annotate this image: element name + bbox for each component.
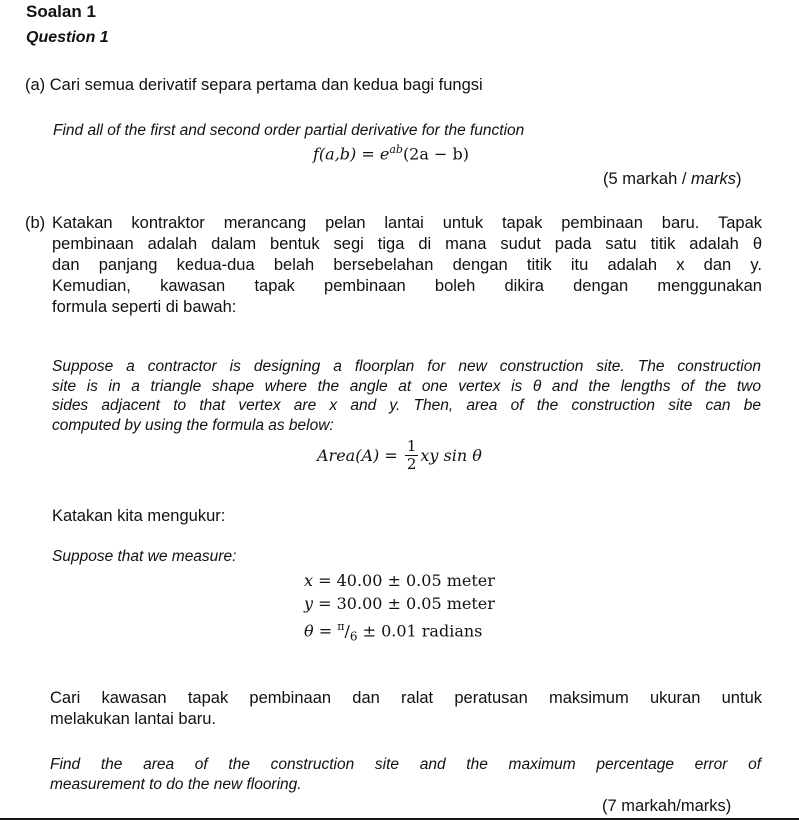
measurement-theta — [304, 615, 495, 649]
formula-rest: (2a − b) — [402, 144, 469, 164]
part-b-english-line: sides adjacent to that vertex are x and y. Then, area of the construction site can be — [52, 397, 761, 414]
part-b-malay — [52, 213, 762, 318]
measurement-value: = 40.00 ± 0.05 meter — [313, 571, 495, 590]
final-malay-line: Cari kawasan tapak pembinaan dan ralat peratusan maksimum ukuran untuk — [50, 689, 762, 707]
question-title: Soalan 1 — [26, 2, 96, 21]
area-fraction — [405, 438, 419, 473]
measurement-var: x — [304, 571, 314, 590]
part-b-malay-line: Kemudian, kawasan tapak pembinaan boleh dikira dengan menggunakan — [52, 277, 762, 295]
part-b-malay-line: dan panjang kedua-dua belah bersebelahan dengan titik itu adalah x dan y. — [52, 256, 762, 274]
part-b-malay-line: formula seperti di bawah: — [52, 298, 237, 316]
part-b-english-line: computed by using the formula as below: — [52, 416, 334, 434]
formula-lhs: f(a,b) — [313, 144, 357, 164]
final-english — [50, 755, 761, 794]
part-b-marks: (7 markah/marks) — [602, 797, 732, 815]
measurement-y — [304, 592, 495, 615]
part-b-english — [52, 357, 761, 435]
measurement-var: θ — [304, 621, 314, 641]
final-malay — [50, 688, 762, 730]
part-a-marks-suffix: ) — [735, 170, 742, 188]
formula-exponent: ab — [389, 143, 403, 156]
part-a-formula — [313, 143, 469, 163]
part-a-malay: (a) Cari semua derivatif separa pertama dan kedua bagi fungsi — [25, 76, 483, 94]
area-rhs: xy sin θ — [420, 446, 482, 465]
part-a-english: Find all of the first and second order partial derivative for the function — [53, 122, 525, 139]
measurement-value: = 30.00 ± 0.05 meter — [313, 594, 495, 613]
measurement-slash: / — [344, 621, 350, 641]
measurement-rest: ± 0.01 radians — [357, 621, 483, 641]
measure-malay: Katakan kita mengukur: — [52, 507, 226, 525]
area-fraction-numerator: 1 — [406, 437, 417, 455]
area-fraction-denominator: 2 — [406, 455, 417, 473]
formula-base: e — [379, 144, 390, 164]
measure-english: Suppose that we measure: — [52, 548, 237, 565]
measurement-eq: = — [313, 621, 338, 641]
area-lhs: Area(A) = — [317, 446, 403, 465]
part-b-label: (b) — [25, 214, 46, 232]
part-b-english-line: Suppose a contractor is designing a floorplan for new construction site. The construction — [52, 358, 761, 375]
measurements-list — [304, 569, 495, 649]
question-subtitle: Question 1 — [26, 29, 109, 46]
part-b-malay-line: pembinaan adalah dalam bentuk segi tiga di mana sudut pada satu titik adalah θ — [52, 235, 762, 253]
part-a-marks-prefix: (5 markah / — [603, 170, 692, 188]
formula-eq: = — [356, 144, 380, 164]
part-a-marks — [603, 169, 741, 190]
measurement-var: y — [304, 594, 314, 613]
measurement-pi: π — [337, 620, 345, 633]
part-b-malay-line: Katakan kontraktor merancang pelan lantai untuk tapak pembinaan baru. Tapak — [52, 214, 762, 232]
measurement-six: 6 — [349, 629, 358, 644]
final-english-line: measurement to do the new flooring. — [50, 775, 302, 793]
part-b-english-line: site is in a triangle shape where the angle at one vertex is θ and the lengths of the two — [52, 377, 761, 395]
final-english-line: Find the area of the construction site and the maximum percentage error of — [50, 756, 761, 773]
part-a-marks-word: marks — [691, 170, 736, 188]
final-malay-line: melakukan lantai baru. — [50, 710, 217, 728]
measurement-x — [304, 569, 495, 592]
area-formula — [317, 438, 482, 473]
